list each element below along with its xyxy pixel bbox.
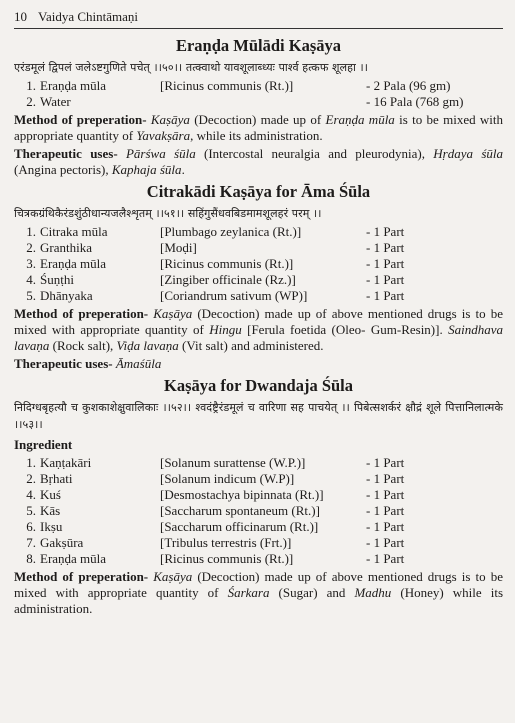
section-title: Eraṇḍa Mūlādi Kaṣāya	[175, 36, 342, 55]
item-name: Ikṣu	[40, 519, 63, 534]
item-botanical: [Moḍi]	[160, 240, 197, 255]
item-number: 4.	[26, 272, 36, 287]
sanskrit-verse: निदिग्धबृहत्यौ च कुशकाशेक्षुवालिकाः ।।५२।। श्वदंष्ट्रैरंडमूलं च वारिणा सह पाचयेत् ।। पिबेत्सशर्करं क्षौद्रं शूले पित्तानिलात्मके ।।५३।।	[14, 401, 503, 431]
item-number: 5.	[26, 288, 36, 303]
page-header	[14, 8, 503, 26]
header-rule	[14, 28, 503, 29]
method-paragraph	[14, 569, 503, 617]
term: Kaphaja śūla	[111, 162, 182, 177]
item-number: 4.	[26, 487, 36, 502]
item-quantity: - 1 Part	[366, 471, 405, 486]
table-row	[14, 519, 503, 535]
item-name: Kaṇṭakāri	[40, 455, 92, 470]
section-title: Kaṣāya for Dwandaja Śūla	[163, 376, 354, 395]
item-quantity: - 1 Part	[366, 256, 405, 271]
item-quantity: - 1 Part	[366, 551, 405, 566]
item-number: 7.	[26, 535, 36, 550]
page-number: 10	[14, 9, 27, 24]
item-quantity: - 1 Part	[366, 487, 405, 502]
text: .	[181, 162, 185, 177]
section-title: Citrakādi Kaṣāya for Āma Śūla	[146, 182, 371, 201]
uses-label: Therapeutic uses-	[14, 146, 118, 161]
item-botanical: [Solanum surattense (W.P.)]	[160, 455, 306, 470]
term: Śarkara	[227, 585, 270, 600]
method-paragraph	[14, 112, 503, 144]
item-botanical: [Ricinus communis (Rt.)]	[160, 78, 294, 93]
table-row	[14, 78, 503, 94]
text: (Vit salt) and administered.	[178, 338, 324, 353]
table-row	[14, 503, 503, 519]
item-name: Eraṇḍa mūla	[40, 78, 107, 93]
term: Kaṣāya	[153, 569, 193, 584]
item-name: Dhānyaka	[40, 288, 93, 303]
text: (Rock salt),	[49, 338, 117, 353]
table-row	[14, 535, 503, 551]
item-quantity: - 1 Part	[366, 503, 405, 518]
item-botanical: [Plumbago zeylanica (Rt.)]	[160, 224, 302, 239]
text: is to be mixed with appropriate quantity of	[14, 112, 504, 143]
item-name: Kuś	[40, 487, 61, 502]
method-label: Method of preperation-	[14, 306, 149, 321]
item-number: 1.	[26, 78, 36, 93]
item-quantity: - 1 Part	[366, 288, 405, 303]
item-quantity: - 1 Part	[366, 535, 405, 550]
item-botanical: [Coriandrum sativum (WP)]	[160, 288, 308, 303]
table-row	[14, 471, 503, 487]
text: (Honey) while its administration.	[14, 585, 504, 616]
item-quantity: - 1 Part	[366, 240, 405, 255]
item-name: Eraṇḍa mūla	[40, 551, 107, 566]
table-row	[14, 272, 503, 288]
sanskrit-verse: चित्रकग्रंथिकैरंडशुंठीधान्यजलैश्शृतम् ।।५१।। सहिंगुसैंधवबिडमामशूलहरं परम् ।।	[14, 207, 322, 220]
term: Madhu	[354, 585, 392, 600]
item-botanical: [Tribulus terrestris (Frt.)]	[160, 535, 292, 550]
item-quantity: - 1 Part	[366, 455, 405, 470]
ingredient-table	[14, 455, 503, 567]
table-row	[14, 487, 503, 503]
item-number: 6.	[26, 519, 36, 534]
item-number: 3.	[26, 256, 36, 271]
item-name: Eraṇḍa mūla	[40, 256, 107, 271]
text: [Ferula foetida (Oleo- Gum-Resin)].	[241, 322, 449, 337]
item-botanical: [Desmostachya bipinnata (Rt.)]	[160, 487, 324, 502]
item-number: 2.	[26, 471, 36, 486]
term: Yavakṣāra	[136, 128, 191, 143]
method-label: Method of preperation-	[14, 112, 147, 127]
item-number: 2.	[26, 240, 36, 255]
method-paragraph	[14, 306, 503, 354]
item-name: Citraka mūla	[40, 224, 108, 239]
item-botanical: [Saccharum officinarum (Rt.)]	[160, 519, 319, 534]
term: Saindhava lavaṇa	[14, 322, 503, 353]
text: (Decoction) made up of above mentioned drugs is to be mixed with appropriate quantity of	[14, 569, 504, 600]
item-number: 2.	[26, 94, 36, 109]
table-row	[14, 94, 503, 110]
item-quantity: - 1 Part	[366, 224, 405, 239]
text: (Sugar) and	[269, 585, 355, 600]
uses-label: Therapeutic uses-	[14, 356, 113, 371]
item-name: Bṛhati	[40, 471, 73, 486]
term: Hṛdaya śūla	[433, 146, 504, 161]
term: Pārśwa śūla	[125, 146, 196, 161]
ingredient-heading: Ingredient	[14, 437, 73, 452]
item-botanical: [Ricinus communis (Rt.)]	[160, 551, 294, 566]
term: Kaṣāya	[153, 306, 193, 321]
item-name: Granthika	[40, 240, 92, 255]
item-quantity: - 1 Part	[366, 519, 405, 534]
item-quantity: - 16 Pala (768 gm)	[366, 94, 464, 109]
item-botanical: [Solanum indicum (W.P)]	[160, 471, 295, 486]
item-quantity: - 1 Part	[366, 272, 405, 287]
ingredient-table	[14, 224, 503, 304]
text: , while its administration.	[190, 128, 323, 143]
uses-paragraph	[14, 146, 503, 178]
text: (Intercostal neuralgia and pleurodynia),	[195, 146, 434, 161]
item-name: Gakṣūra	[40, 535, 84, 550]
item-name: Śuṇṭhi	[40, 272, 74, 287]
item-botanical: [Ricinus communis (Rt.)]	[160, 256, 294, 271]
item-name: Water	[40, 94, 71, 109]
item-number: 8.	[26, 551, 36, 566]
term: Viḍa lavaṇa	[116, 338, 179, 353]
text: (Decoction) made up of above mentioned drugs is to be mixed with appropriate quantity of	[14, 306, 504, 337]
term: Kaṣāya	[150, 112, 190, 127]
ingredient-table	[14, 78, 503, 110]
table-row	[14, 240, 503, 256]
uses-paragraph	[14, 356, 503, 372]
item-name: Kās	[40, 503, 61, 518]
term: Hingu	[209, 322, 242, 337]
item-number: 1.	[26, 224, 36, 239]
table-row	[14, 256, 503, 272]
table-row	[14, 288, 503, 304]
method-label: Method of preperation-	[14, 569, 149, 584]
item-number: 1.	[26, 455, 36, 470]
term: Āmaśūla	[115, 356, 162, 371]
sanskrit-verse: एरंडमूलं द्विपलं जलेऽष्टगुणिते पचेत् ।।५०।। तत्क्वाथो यावशूलाब्ध्यः पार्श्व हत्कफ शूलहा ।।	[14, 61, 369, 74]
running-title: Vaidya Chintāmaṇi	[38, 9, 139, 24]
table-row	[14, 455, 503, 471]
item-botanical: [Zingiber officinale (Rz.)]	[160, 272, 296, 287]
item-botanical: [Saccharum spontaneum (Rt.)]	[160, 503, 320, 518]
text: (Decoction) made up of	[189, 112, 326, 127]
item-quantity: - 2 Pala (96 gm)	[366, 78, 451, 93]
table-row	[14, 551, 503, 567]
text: (Angina pectoris),	[14, 162, 112, 177]
item-number: 5.	[26, 503, 36, 518]
table-row	[14, 224, 503, 240]
term: Eraṇḍa mūla	[325, 112, 395, 127]
